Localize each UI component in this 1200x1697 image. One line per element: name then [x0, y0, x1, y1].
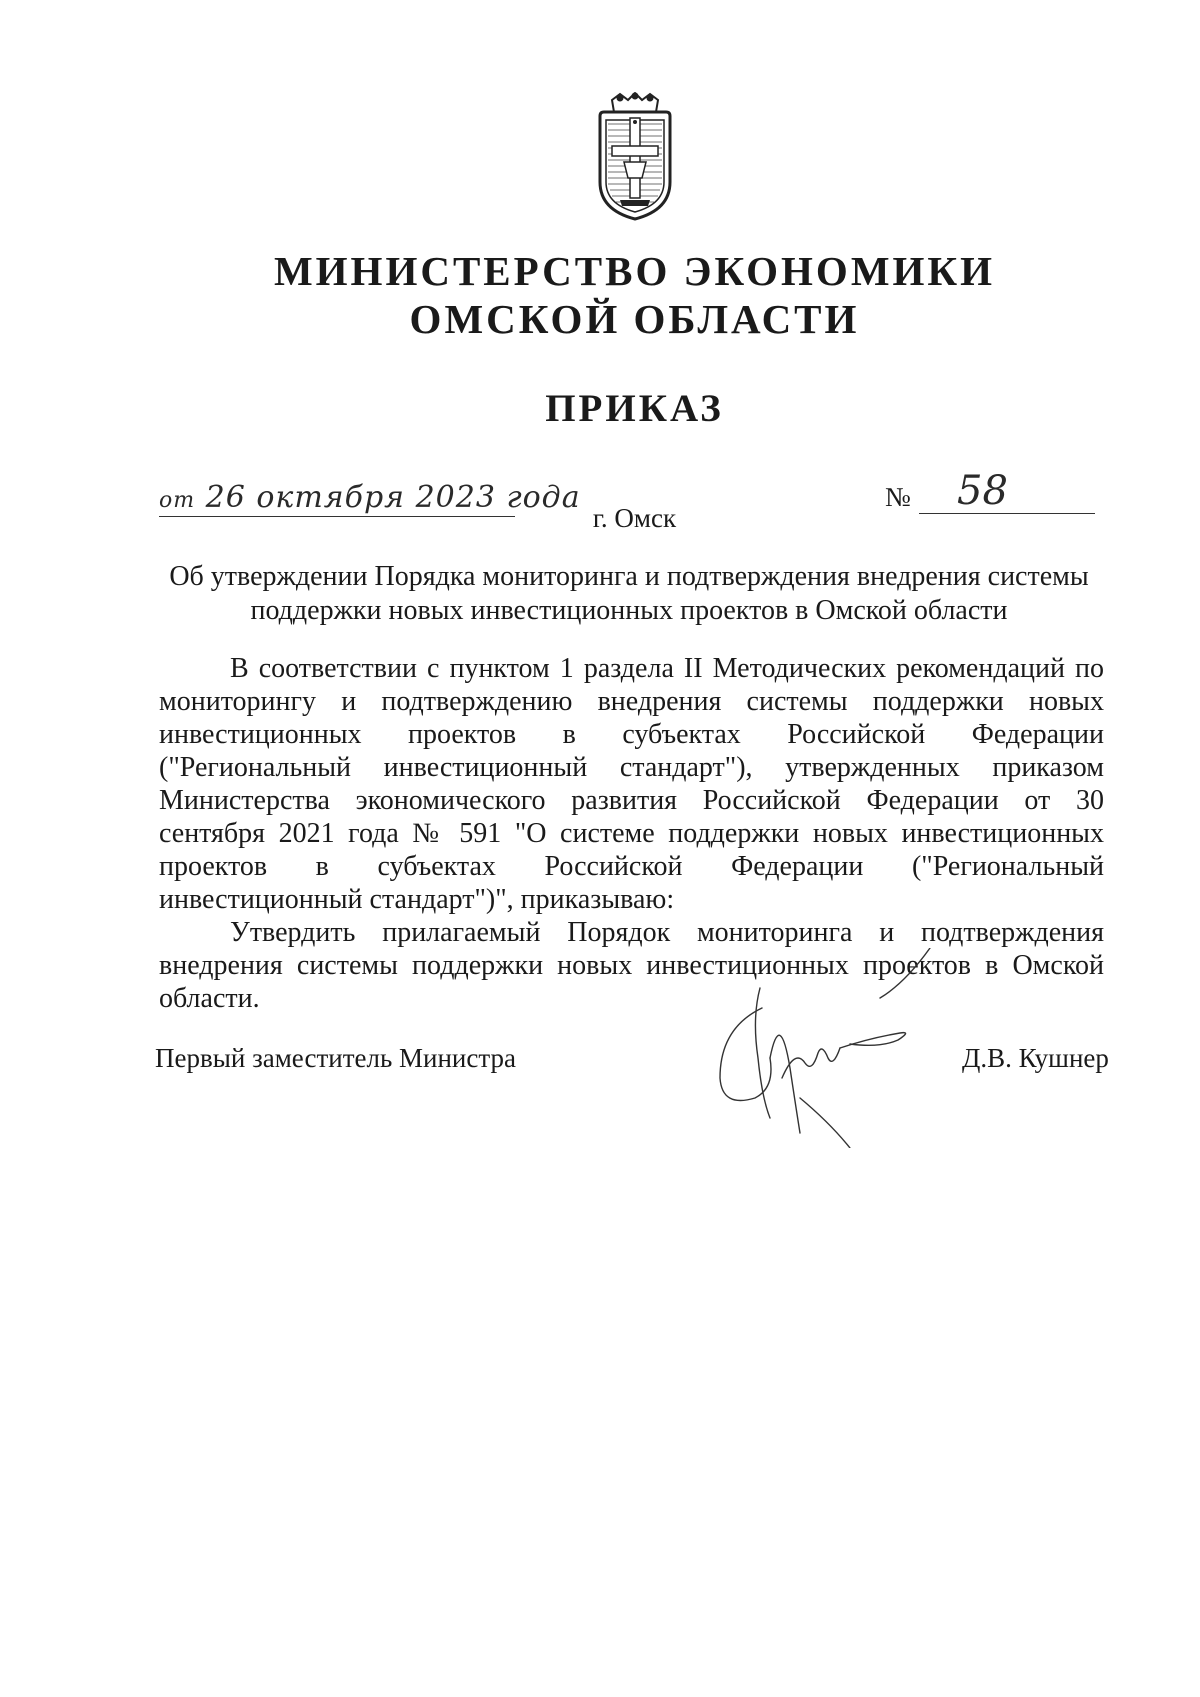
handwritten-number: 58	[957, 468, 1008, 514]
date-prefix: от	[159, 488, 196, 513]
document-type-title: ПРИКАЗ	[545, 387, 724, 430]
ministry-name-line2: ОМСКОЙ ОБЛАСТИ	[409, 296, 860, 342]
handwritten-signature-icon	[700, 948, 940, 1148]
document-subject: Об утверждении Порядка мониторинга и подтверждения внедрения системы поддержки новых инвестиционных проектов в Омской области	[169, 561, 1089, 626]
number-label: №	[885, 482, 911, 512]
ministry-name-line1: МИНИСТЕРСТВО ЭКОНОМИКИ	[273, 248, 996, 294]
date-value: 26 октября 2023 года	[205, 480, 581, 515]
body-paragraph-2: Утвердить прилагаемый Порядок мониторинга и подтверждения внедрения системы поддержки новых инвестиционных проектов в Омской области.	[159, 917, 1104, 1014]
city-name: г. Омск	[592, 503, 677, 533]
body-paragraph-1: В соответствии с пунктом 1 раздела II Методических рекомендаций по мониторингу и подтверждению внедрения системы поддержки новых инвестиционных проектов в субъектах Российской Федерации ("Региональный инвестиционный стандарт"), утвержденных приказом Министерства экономического развития Российской Федерации от 30 сентября 2021 года № 591 "О системе поддержки новых инвестиционных проектов в субъектах Российской Федерации ("Региональный инвестиционный стандарт")", приказываю:	[159, 653, 1104, 915]
omsk-coat-of-arms-icon	[590, 92, 680, 222]
document-body	[159, 652, 1104, 1015]
signatory-position: Первый заместитель Министра	[155, 1043, 516, 1073]
signatory-name: Д.В. Кушнер	[962, 1043, 1109, 1073]
